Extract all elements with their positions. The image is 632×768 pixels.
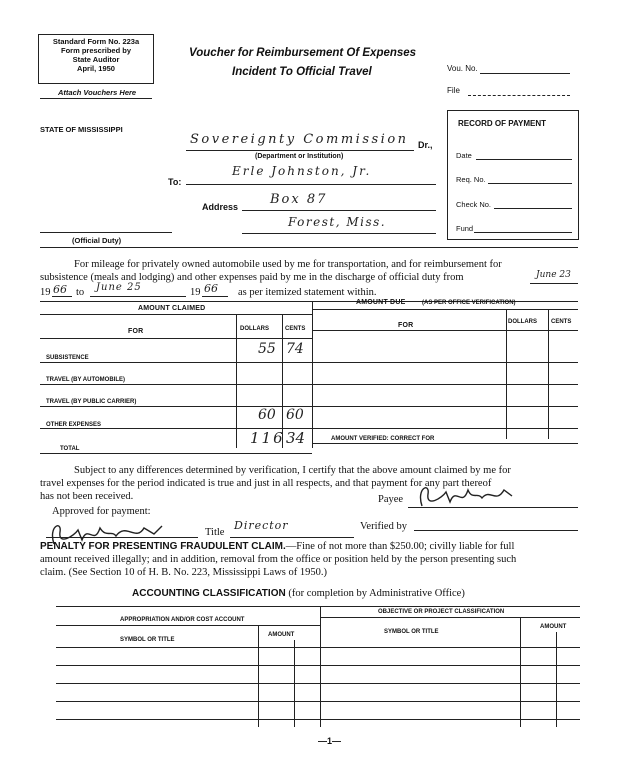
page-number: —1— bbox=[318, 736, 342, 746]
row-other-cents: 60 bbox=[286, 407, 304, 423]
row-subsistence-dollars: 55 bbox=[258, 341, 276, 357]
verified-by-label: Verified by bbox=[360, 521, 407, 532]
form-title: Voucher for Reimbursement Of Expenses bbox=[189, 47, 417, 59]
approved-label: Approved for payment: bbox=[52, 506, 151, 517]
file-label: File bbox=[447, 86, 460, 95]
amount-claimed-header: AMOUNT CLAIMED bbox=[138, 305, 206, 312]
official-duty-caption: (Official Duty) bbox=[72, 236, 122, 245]
penalty-heading: PENALTY FOR PRESENTING FRAUDULENT CLAIM. bbox=[40, 541, 286, 552]
standard-form-box bbox=[38, 34, 154, 84]
record-title: RECORD OF PAYMENT bbox=[458, 119, 547, 128]
row-other-dollars: 60 bbox=[258, 407, 276, 423]
title-label: Title bbox=[205, 527, 225, 538]
itemized-statement-text: as per itemized statement within. bbox=[238, 287, 377, 298]
verified-note: AMOUNT VERIFIED: CORRECT FOR bbox=[331, 436, 435, 442]
department-value: Sovereignty Commission bbox=[190, 132, 409, 147]
penalty-line-c: claim. (See Section 10 of H. B. No. 223, Mississippi Laws of 1950.) bbox=[40, 567, 327, 578]
due-cents-header: CENTS bbox=[551, 319, 572, 325]
due-dollars-header: DOLLARS bbox=[508, 319, 537, 325]
amount-due-note: (AS PER OFFICE VERIFICATION) bbox=[422, 300, 516, 306]
acct-amount-header: AMOUNT bbox=[268, 632, 295, 638]
acct-symbol-header: SYMBOL OR TITLE bbox=[120, 637, 175, 643]
address-value: Box 87 bbox=[270, 192, 328, 207]
std-form-line3: State Auditor bbox=[72, 55, 120, 64]
row-total-cents: 34 bbox=[286, 429, 306, 447]
mileage-line-a: For mileage for privately owned automobile used by me for transportation, and for reimbursement for bbox=[74, 259, 502, 270]
claimed-for-header: FOR bbox=[128, 328, 144, 335]
state-label: STATE OF MISSISSIPPI bbox=[40, 125, 123, 134]
claimed-cents-header: CENTS bbox=[285, 326, 306, 332]
payee-label: Payee bbox=[378, 494, 404, 505]
claimed-dollars-header: DOLLARS bbox=[240, 326, 269, 332]
attach-vouchers-label: Attach Vouchers Here bbox=[58, 88, 137, 97]
accounting-heading bbox=[132, 588, 465, 599]
acct-objective-header: OBJECTIVE OR PROJECT CLASSIFICATION bbox=[378, 609, 505, 615]
mileage-line-b: subsistence (meals and lodging) and other expenses paid by me in the discharge of official duty from bbox=[40, 272, 464, 283]
to-word: to bbox=[76, 287, 85, 298]
row-subsistence-label: SUBSISTENCE bbox=[46, 355, 89, 361]
record-check-no: Check No. bbox=[456, 200, 492, 209]
title-value: Director bbox=[234, 519, 289, 532]
certification-line-c: has not been received. bbox=[40, 491, 134, 502]
record-date: Date bbox=[456, 151, 472, 160]
record-fund: Fund bbox=[456, 224, 474, 233]
address-value-2: Forest, Miss. bbox=[288, 215, 387, 229]
acct-symbol2-header: SYMBOL OR TITLE bbox=[384, 629, 439, 635]
row-other-label: OTHER EXPENSES bbox=[46, 422, 102, 428]
certification-line-b: travel expenses for the period indicated is true and just in all respects, and that payment for any part thereof bbox=[40, 478, 492, 489]
row-auto-label: TRAVEL (BY AUTOMOBILE) bbox=[46, 377, 126, 383]
accounting-note: (for completion by Administrative Office) bbox=[288, 588, 465, 599]
file-field[interactable] bbox=[468, 95, 570, 96]
acct-approp-header: APPROPRIATION AND/OR COST ACCOUNT bbox=[120, 617, 245, 623]
to-label: To: bbox=[168, 177, 182, 187]
mileage-paragraph bbox=[40, 258, 580, 284]
record-of-payment-box bbox=[447, 110, 579, 240]
to-date-value: June 25 bbox=[96, 282, 142, 293]
year-prefix-1: 19 bbox=[40, 287, 51, 298]
year-2-value: 66 bbox=[204, 282, 218, 295]
amount-due-header: AMOUNT DUE bbox=[356, 299, 406, 306]
accounting-title: ACCOUNTING CLASSIFICATION bbox=[132, 588, 286, 599]
std-form-line4: April, 1950 bbox=[77, 64, 115, 73]
year-prefix-2: 19 bbox=[190, 287, 201, 298]
penalty-paragraph bbox=[40, 540, 585, 579]
from-date-value: June 23 bbox=[536, 270, 571, 280]
form-subtitle: Incident To Official Travel bbox=[232, 66, 372, 78]
row-subsistence-cents: 74 bbox=[286, 341, 304, 357]
row-total-dollars: 116 bbox=[250, 429, 285, 447]
record-req-no: Req. No. bbox=[456, 175, 486, 184]
dr-label: Dr., bbox=[418, 140, 433, 150]
std-form-line2: Form prescribed by bbox=[60, 46, 132, 55]
row-carrier-label: TRAVEL (BY PUBLIC CARRIER) bbox=[46, 399, 137, 405]
voucher-number-label: Vou. No. bbox=[447, 64, 478, 73]
address-label: Address bbox=[202, 202, 239, 212]
payee-signature bbox=[412, 478, 522, 514]
to-value: Erle Johnston, Jr. bbox=[232, 164, 372, 178]
due-for-header: FOR bbox=[398, 322, 414, 329]
year-1-value: 66 bbox=[53, 283, 67, 296]
penalty-line-b: amount received illegally; and in addition, removal from the office or position held by the person presenting such bbox=[40, 554, 517, 565]
penalty-line-a: —Fine of not more than $250.00; civilly liable for full bbox=[285, 541, 515, 552]
certification-line-a: Subject to any differences determined by verification, I certify that the above amount claimed by me for bbox=[74, 465, 511, 476]
row-total-label: TOTAL bbox=[60, 446, 80, 452]
department-caption: (Department or Institution) bbox=[255, 153, 344, 160]
std-form-line1: Standard Form No. 223a bbox=[52, 37, 140, 46]
acct-amount2-header: AMOUNT bbox=[540, 624, 567, 630]
